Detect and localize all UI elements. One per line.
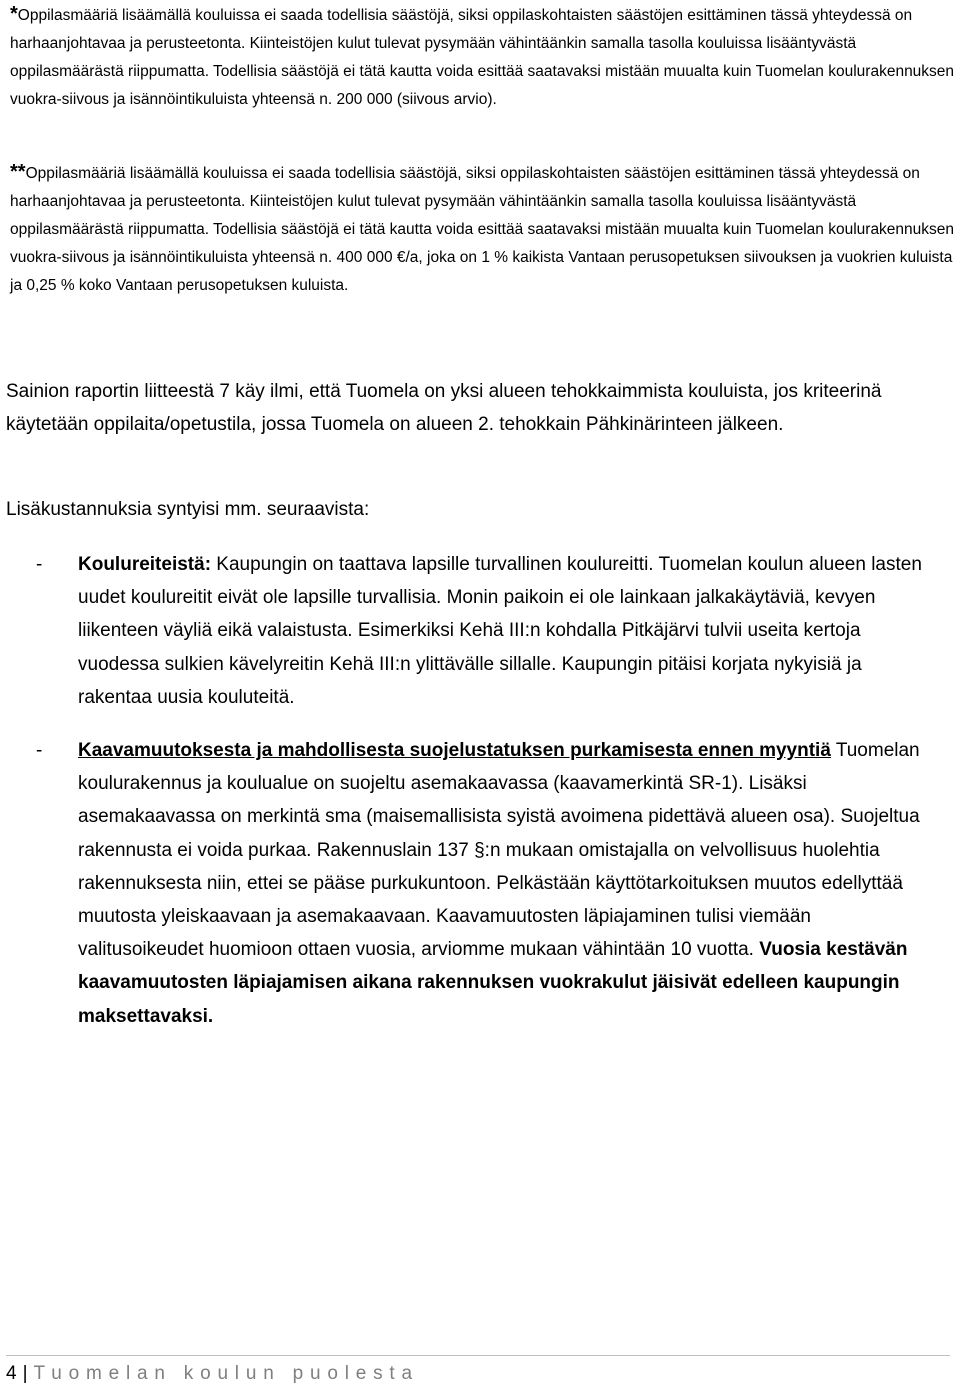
list-item-zoning-change — [6, 734, 936, 1033]
list-item-2-heading: Kaavamuutoksesta ja mahdollisesta suojelustatuksen purkamisesta ennen myyntiä — [78, 740, 831, 761]
list-item-1-text: Kaupungin on taattava lapsille turvallinen koulureitti. Tuomelan koulun alueen lasten uudet koulureitit eivät ole lapsille turvallisia. Monin paikoin ei ole lainkaan jalkakäytäviä, kevyen liikenteen väyliä eikä valaistusta. Esimerkiksi Kehä III:n kohdalla Pitkäjärvi tulvii useita kertoja vuodessa sulkien kävelyreitin Kehä III:n ylittävälle sillalle. Kaupungin pitäisi korjata nykyisiä ja rakentaa uusia kouluteitä. — [78, 554, 922, 708]
paragraph-additional-costs: Lisäkustannuksia syntyisi mm. seuraavista: — [6, 499, 370, 520]
list-item-2-bold-tail: Vuosia kestävän kaavamuutosten läpiajamisen aikana rakennuksen vuokrakulut jäisivät edelleen kaupungin maksettavaksi. — [78, 939, 908, 1027]
list-item-2-text: Tuomelan koulurakennus ja koulualue on suojeltu asemakaavassa (kaavamerkintä SR-1). Lisäksi asemakaavassa on merkintä sma (maisemallisista syistä avoimena pidettävä alueen osa). Suojeltua rakennusta ei voida purkaa. Rakennuslain 137 §:n mukaan omistajalla on velvollisuus huolehtia rakennuksesta niin, ettei se pääse purkukuntoon. Pelkästään käyttötarkoituksen muutos edellyttää muutosta yleiskaavaan ja asemakaavaan. Kaavamuutosten läpiajaminen tulisi viemään valitusoikeudet huomioon ottaen vuosia, arviomme mukaan vähintään 10 vuotta. — [78, 740, 920, 961]
footnote-1 — [10, 0, 958, 114]
list-item-school-routes — [6, 548, 936, 714]
list-dash: - — [36, 740, 43, 761]
footer-separator: | — [22, 1363, 28, 1384]
footnote-1-marker: * — [10, 3, 18, 25]
page-number: 4 — [6, 1363, 17, 1384]
cost-list-item-1-wrapper — [6, 548, 936, 714]
footnote-2 — [10, 158, 958, 300]
footnote-2-text: Oppilasmääriä lisäämällä kouluissa ei saada todellisia säästöjä, siksi oppilaskohtaisten säästöjen esittäminen tässä yhteydessä on harhaanjohtavaa ja perusteetonta. Kiinteistöjen kulut tulevat pysymään vähintäänkin samalla tasolla kouluissa lisääntyvästä oppilasmäärästä riippumatta. Todellisia säästöjä ei tätä kautta voida esittää saatavaksi mistään muualta kuin Tuomelan koulurakennuksen vuokra-siivous ja isännöintikuluista yhteensä n. 400 000 €/a, joka on 1 % kaikista Vantaan perusopetuksen siivouksen ja vuokrien kuluista ja 0,25 % koko Vantaan perusopetuksen kuluista. — [10, 165, 955, 294]
cost-list-item-2-wrapper — [6, 734, 936, 1033]
footer-title: Tuomelan koulun puolesta — [33, 1363, 419, 1384]
footnote-1-text-a: Oppilasmääriä lisäämällä kouluissa ei saada todellisia säästöjä, siksi oppilaskohtaisten säästöjen esittäminen tässä yhteydessä on harhaanjohtavaa ja perusteetonta. Kiinteistöjen kulut tulevat pysymään vähintäänkin samalla tasolla kouluissa lisääntyvästä oppilasmäärästä riippumatta. — [10, 7, 913, 80]
list-item-1-heading: Koulureiteistä: — [78, 554, 212, 575]
footnote-2-marker: ** — [10, 161, 26, 183]
page-footer — [6, 1360, 419, 1388]
footnote-1-text-b: Todellisia säästöjä ei tätä kautta voida esittää saatavaksi mistään muualta kuin Tuomelan koulurakennuksen vuokra-siivous ja isännöintikuluista yhteensä n. 200 000 (siivous arvio). — [10, 63, 955, 108]
footer-divider — [6, 1355, 950, 1356]
list-dash: - — [36, 554, 43, 575]
paragraph-sainion-report: Sainion raportin liitteestä 7 käy ilmi, että Tuomela on yksi alueen tehokkaimmista kouluista, jos kriteerinä käytetään oppilaita/opetustila, jossa Tuomela on alueen 2. tehokkain Pähkinärinteen jälkeen. — [6, 381, 882, 435]
